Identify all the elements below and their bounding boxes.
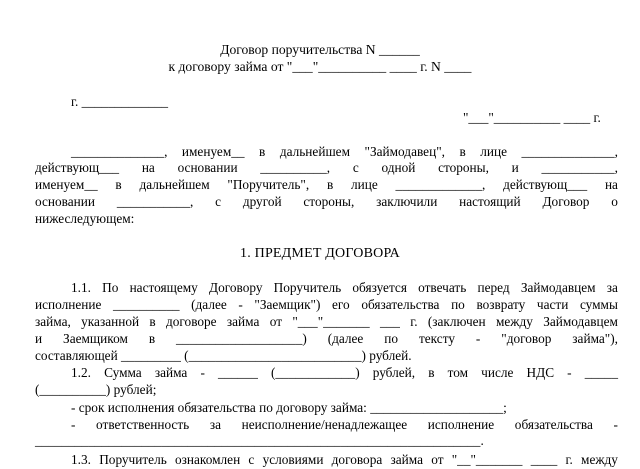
contract-title: Договор поручительства N ______ (220, 42, 420, 57)
date-field: "___"__________ ____ г. (463, 110, 601, 125)
word: в (148, 331, 156, 346)
clause-1-2-line-3: - срок исполнения обязательства по договору займа: ____________________; (71, 400, 507, 415)
word: дальнейшем (279, 144, 351, 159)
word: в (149, 314, 156, 329)
word: том (447, 365, 469, 380)
word: его (332, 297, 350, 312)
word: ___________, (116, 194, 194, 209)
word: и (511, 160, 519, 175)
word: (____________) (270, 365, 360, 380)
word: другой (242, 194, 282, 209)
word: Поручитель (99, 452, 167, 467)
word: указанной (81, 314, 140, 329)
word: "договор (501, 331, 552, 346)
word: Поручитель (273, 280, 342, 295)
word: - (200, 365, 205, 380)
word: - (613, 417, 618, 432)
clause-1-2-line-2: (__________) рублей; (35, 382, 157, 397)
word: займа"), (572, 331, 618, 346)
word: за (209, 417, 221, 432)
word: рублей, (372, 365, 416, 380)
word: ______________, (71, 144, 168, 159)
word: ознакомлен (175, 452, 241, 467)
word: обязуется (352, 280, 407, 295)
word: с (215, 194, 221, 209)
word: ответственность (96, 417, 190, 432)
clause-1-2-line-5: ___________________________________________________________________. (35, 433, 484, 448)
word: г. (410, 314, 418, 329)
word: договора (331, 452, 383, 467)
word: По (102, 280, 119, 295)
word: суммы (579, 297, 618, 312)
word: условиями (262, 452, 324, 467)
word: отвечать (418, 280, 467, 295)
city-field: г. _____________ (71, 94, 169, 109)
word: __________ (113, 297, 180, 312)
word: возврату (476, 297, 526, 312)
word: 1.2. (71, 365, 91, 380)
word: Сумма (104, 365, 142, 380)
word: неисполнение/ненадлежащее (241, 417, 408, 432)
preamble-line-3 (35, 177, 618, 193)
word: "Займодавец", (364, 144, 445, 159)
word: договоре (166, 314, 217, 329)
word: ____ (530, 452, 558, 467)
clause-1-2-line-4 (71, 417, 618, 433)
word: стороны, (438, 160, 489, 175)
word: 1.1. (71, 280, 91, 295)
section-heading: 1. ПРЕДМЕТ ДОГОВОРА (240, 246, 400, 261)
word: от (431, 452, 444, 467)
word: числе (481, 365, 514, 380)
preamble-line-4 (35, 194, 618, 210)
word: - (567, 365, 572, 380)
word: _____ (584, 365, 618, 380)
word: одной (381, 160, 416, 175)
word: перед (477, 280, 510, 295)
word: именуем__ (35, 177, 98, 192)
word: Заемщиком (63, 331, 128, 346)
word: ___________, (541, 160, 618, 175)
word: дальнейшем (139, 177, 210, 192)
word: обязательства (361, 297, 440, 312)
word: займа (390, 452, 423, 467)
word: ______ (217, 365, 258, 380)
word: займа (226, 314, 260, 329)
word: исполнение (35, 297, 102, 312)
word: именуем__ (181, 144, 245, 159)
word: в (428, 365, 435, 380)
word: заключили (376, 194, 438, 209)
word: - (71, 417, 76, 432)
clause-1-2-line-1 (71, 365, 618, 381)
word: стороны, (303, 194, 355, 209)
word: ______________, (521, 144, 618, 159)
word: части (536, 297, 569, 312)
word: основании (177, 160, 238, 175)
clause-1-1-line-2 (35, 297, 618, 313)
word: 1.3. (71, 452, 91, 467)
word: (заключен (427, 314, 486, 329)
word: лице (351, 177, 378, 192)
word: между (495, 314, 533, 329)
word: займа (154, 365, 188, 380)
word: от (269, 314, 283, 329)
word: - (238, 297, 243, 312)
word: - (475, 331, 481, 346)
word: в (459, 144, 466, 159)
clause-1-1-line-5: составляющей _________ (__________________________) рублей. (35, 348, 412, 363)
preamble-line-2 (35, 160, 618, 176)
preamble-line-5: нижеследующем: (35, 211, 135, 226)
word: на (141, 160, 155, 175)
word: действующ___ (503, 177, 588, 192)
word: "Поручитель", (227, 177, 310, 192)
word: Займодавцем (543, 314, 618, 329)
word: __________, (260, 160, 331, 175)
word: с (248, 452, 255, 467)
word: тексту (418, 331, 455, 346)
word: с (352, 160, 359, 175)
word: (далее (191, 297, 227, 312)
word: настоящий (459, 194, 521, 209)
contract-subtitle: к договору займа от "___"__________ ____ г. N ____ (168, 59, 472, 74)
word: в (259, 144, 266, 159)
word: по (384, 331, 399, 346)
word: за (606, 280, 618, 295)
word: лице (480, 144, 508, 159)
word: "__"_______ (451, 452, 523, 467)
word: Займодавцем (520, 280, 596, 295)
word: г. (565, 452, 573, 467)
word: действующ___ (35, 160, 120, 175)
word: в (326, 177, 334, 192)
word: Договор (542, 194, 590, 209)
word: исполнение (427, 417, 495, 432)
word: основании (35, 194, 95, 209)
word: ___ (379, 314, 400, 329)
clause-1-1-line-1 (71, 280, 618, 296)
word: на (604, 177, 618, 192)
clause-1-3-line-1 (71, 452, 618, 468)
word: займа, (35, 314, 71, 329)
word: "___"_______ (292, 314, 370, 329)
word: о (611, 194, 618, 209)
word: по (451, 297, 465, 312)
word: Договору (209, 280, 263, 295)
word: ___________________) (176, 331, 307, 346)
word: НДС (526, 365, 555, 380)
clause-1-1-line-4 (35, 331, 618, 347)
word: (далее (327, 331, 364, 346)
word: обязательства (514, 417, 593, 432)
word: _____________, (395, 177, 486, 192)
word: "Заемщик") (254, 297, 321, 312)
word: в (115, 177, 122, 192)
preamble-line-1 (71, 144, 618, 160)
word: и (35, 331, 43, 346)
word: настоящему (129, 280, 198, 295)
clause-1-1-line-3 (35, 314, 618, 330)
word: между (581, 452, 618, 467)
